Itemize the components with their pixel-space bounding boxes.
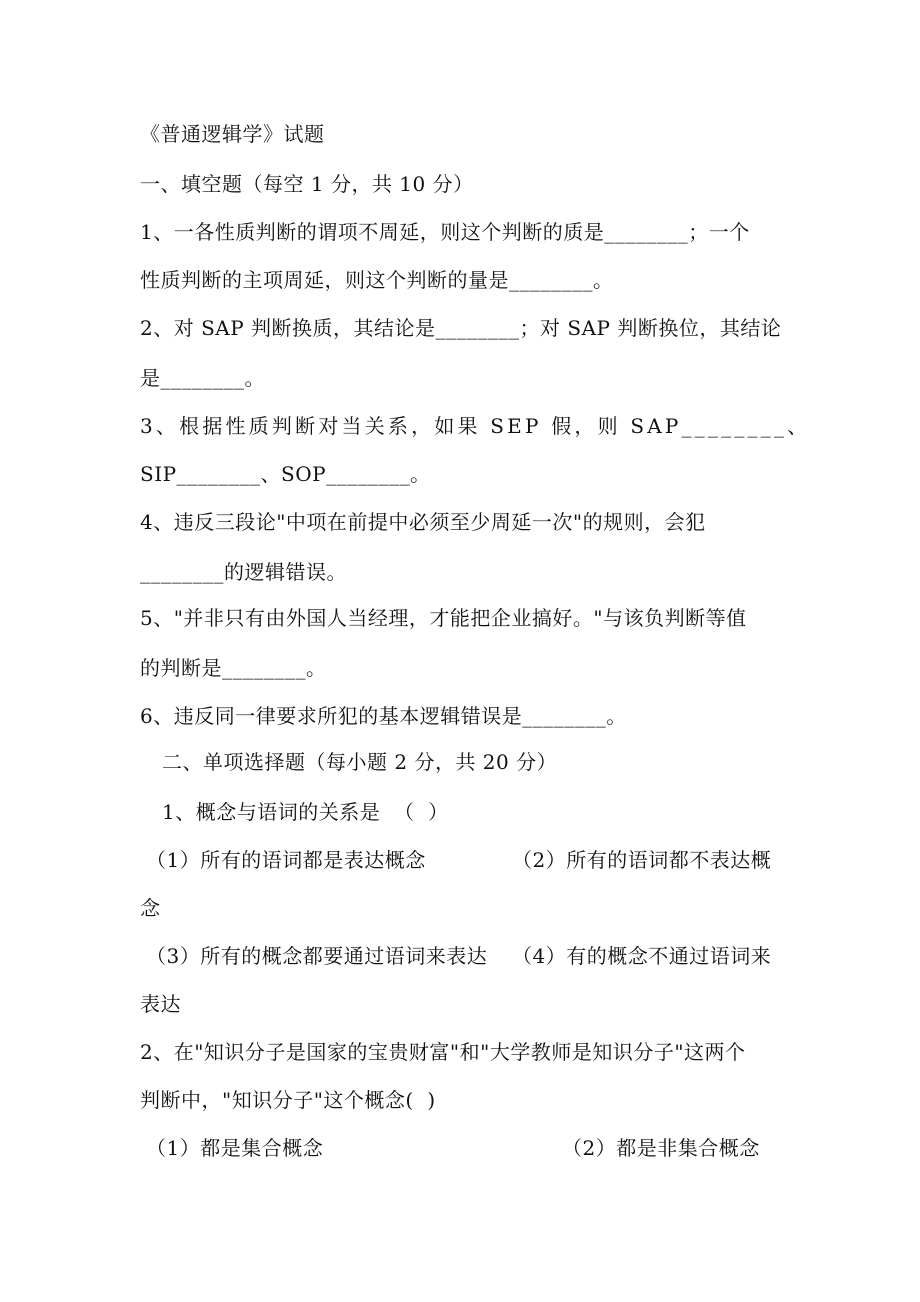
- question-2-2-stem-line-1: 2、在"知识分子是国家的宝贵财富"和"大学教师是知识分子"这两个: [140, 1040, 746, 1064]
- question-2-1-option-4-line-2: 表达: [140, 992, 181, 1016]
- question-2-2-option-2: （2）都是非集合概念: [562, 1136, 760, 1160]
- question-1-6: 6、违反同一律要求所犯的基本逻辑错误是________。: [140, 704, 627, 728]
- question-1-2-line-2: 是________。: [140, 366, 265, 390]
- section-1-heading: 一、填空题（每空 1 分，共 10 分）: [140, 172, 474, 196]
- question-1-4-line-2: ________的逻辑错误。: [140, 560, 347, 584]
- exam-title: 《普通逻辑学》试题: [140, 122, 325, 146]
- question-2-1-option-4-line-1: （4）有的概念不通过语词来: [512, 944, 772, 968]
- question-1-3-line-2: SIP________、SOP________。: [140, 462, 431, 486]
- question-1-5-line-1: 5、"并非只有由外国人当经理，才能把企业搞好。"与该负判断等值: [140, 606, 747, 630]
- section-2-heading: 二、单项选择题（每小题 2 分，共 20 分）: [162, 750, 558, 774]
- question-2-1-option-3: （3）所有的概念都要通过语词来表达: [146, 944, 488, 968]
- question-2-1-option-2-line-2: 念: [140, 896, 161, 920]
- question-2-2-stem-line-2: 判断中，"知识分子"这个概念( ): [140, 1088, 436, 1112]
- question-1-1-line-2: 性质判断的主项周延，则这个判断的量是________。: [140, 268, 614, 292]
- question-1-3-line-1: 3、根据性质判断对当关系，如果 SEP 假，则 SAP________、: [140, 414, 811, 438]
- question-2-1-stem: 1、概念与语词的关系是 （ ）: [162, 800, 449, 824]
- question-1-4-line-1: 4、违反三段论"中项在前提中必须至少周延一次"的规则，会犯: [140, 510, 706, 534]
- question-1-2-line-1: 2、对 SAP 判断换质，其结论是________；对 SAP 判断换位，其结论: [140, 316, 782, 340]
- question-2-1-option-1: （1）所有的语词都是表达概念: [146, 848, 426, 872]
- question-2-1-option-2-line-1: （2）所有的语词都不表达概: [512, 848, 772, 872]
- question-2-2-option-1: （1）都是集合概念: [146, 1136, 324, 1160]
- question-1-1-line-1: 1、一各性质判断的谓项不周延，则这个判断的质是________；一个: [140, 220, 750, 244]
- question-1-5-line-2: 的判断是________。: [140, 656, 327, 680]
